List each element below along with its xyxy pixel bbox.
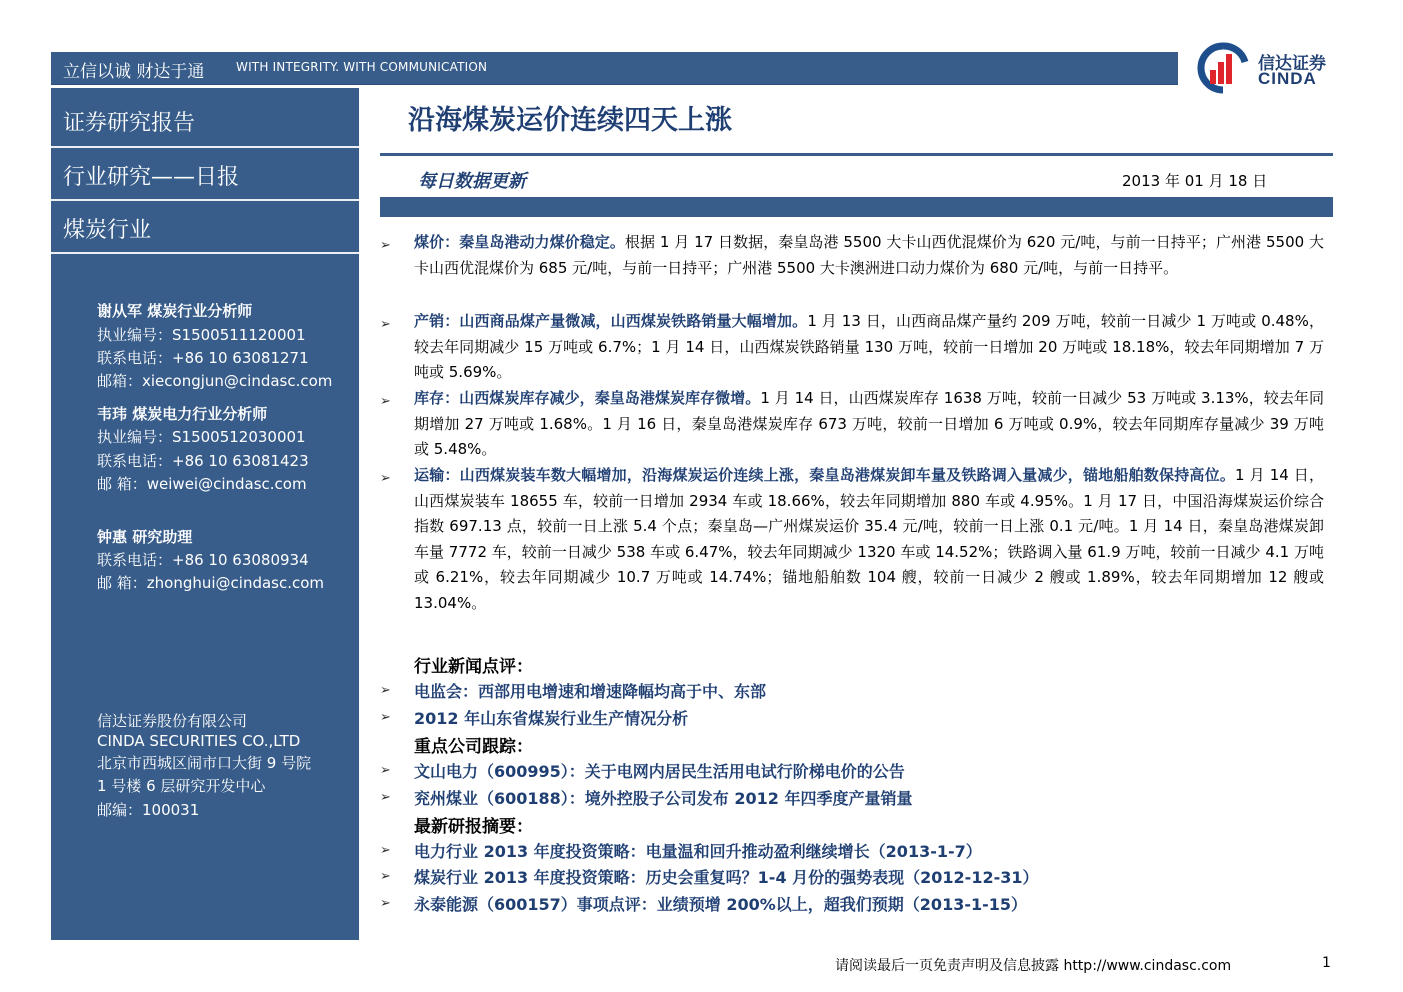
analyst-email: 邮 箱：weiwei@cindasc.com [97, 475, 307, 493]
analyst-email: 邮 箱：zhonghui@cindasc.com [97, 574, 325, 592]
research-section-heading: 最新研报摘要： [414, 817, 533, 837]
research-link[interactable]: 电力行业 2013 年度投资策略：电量温和回升推动盈利继续增长（2013-1-7） [414, 842, 982, 861]
report-title: 沿海煤炭运价连续四天上涨 [408, 105, 732, 136]
analyst-phone: 联系电话：+86 10 63081271 [97, 349, 309, 367]
news-link[interactable]: 2012 年山东省煤炭行业生产情况分析 [414, 709, 689, 728]
company-news-link[interactable]: 兖州煤业（600188）：境外控股子公司发布 2012 年四季度产量销量 [414, 789, 913, 808]
summary-production-sales [414, 309, 1324, 386]
sidebar [51, 88, 359, 940]
arrow-bullet-icon: ➢ [380, 843, 391, 858]
summary-lead: 煤价：秦皇岛港动力煤价稳定。 [414, 233, 625, 251]
company-news-link[interactable]: 文山电力（600995）：关于电网内居民生活用电试行阶梯电价的公告 [414, 762, 905, 781]
company-address-line2: 1 号楼 6 层研究开发中心 [97, 777, 266, 795]
company-name-english: CINDA SECURITIES CO.,LTD [97, 732, 301, 750]
subheader-label: 每日数据更新 [418, 171, 526, 192]
company-section-heading: 重点公司跟踪： [414, 737, 533, 757]
footer-disclaimer: 请阅读最后一页免责声明及信息披露 http://www.cindasc.com [835, 958, 1232, 974]
arrow-bullet-icon: ➢ [380, 710, 391, 725]
company-address-line1: 北京市西城区闹市口大街 9 号院 [97, 754, 312, 772]
arrow-bullet-icon: ➢ [380, 238, 391, 253]
analyst-name-title: 韦玮 煤炭电力行业分析师 [97, 405, 268, 423]
summary-lead: 产销：山西商品煤产量微减，山西煤炭铁路销量大幅增加。 [414, 312, 808, 330]
summary-coal-price [414, 230, 1324, 281]
summary-inventory [414, 386, 1324, 463]
analyst-phone: 联系电话：+86 10 63081423 [97, 452, 309, 470]
summary-lead: 库存：山西煤炭库存减少，秦皇岛港煤炭库存微增。 [414, 389, 761, 407]
analyst-license: 执业编号：S1500512030001 [97, 428, 306, 446]
analyst-license: 执业编号：S1500511120001 [97, 326, 306, 344]
summary-text: 根据 1 月 17 日数据，秦皇岛港 5500 大卡山西优混煤价为 620 元/吨，与前一日持平；广州港 5500 大卡山西优混煤价为 685 元/吨，与前一日持平；广州港 5500 大卡澳洲进口动力煤价为 680 元/吨，与前一日持平。 [414, 233, 1324, 277]
arrow-bullet-icon: ➢ [380, 790, 391, 805]
company-name-chinese: 信达证券股份有限公司 [97, 712, 248, 730]
page-number: 1 [1322, 955, 1331, 971]
logo-text-chinese: 信达证券 [1258, 54, 1326, 74]
summary-text: 1 月 14 日，山西煤炭库存 1638 万吨，较前一日减少 53 万吨或 3.13%，较去年同期增加 27 万吨或 1.68%。1 月 16 日，秦皇岛港煤炭库存 673 万吨，较前一日增加 6 万吨或 0.9%，较去年同期库存量减少 39 万吨或 5.48%。 [414, 389, 1324, 459]
cinda-logo [1192, 40, 1342, 96]
arrow-bullet-icon: ➢ [380, 869, 391, 884]
analyst-name-title: 钟惠 研究助理 [97, 528, 193, 546]
company-postcode: 邮编：100031 [97, 801, 200, 819]
title-divider [380, 153, 1333, 156]
logo-text-english: CINDA [1258, 69, 1317, 88]
top-banner [51, 52, 1178, 85]
arrow-bullet-icon: ➢ [380, 394, 391, 409]
arrow-bullet-icon: ➢ [380, 317, 391, 332]
sidebar-heading-report-type: 证券研究报告 [63, 111, 196, 136]
cinda-logo-icon [1192, 40, 1254, 96]
report-date: 2013 年 01 月 18 日 [1122, 172, 1268, 190]
motto-chinese: 立信以诚 财达于通 [63, 62, 205, 82]
arrow-bullet-icon: ➢ [380, 896, 391, 911]
research-link[interactable]: 永泰能源（600157）事项点评：业绩预增 200%以上，超我们预期（2013-1-15） [414, 895, 1028, 914]
arrow-bullet-icon: ➢ [380, 471, 391, 486]
sidebar-divider [51, 146, 359, 148]
sidebar-heading-industry: 煤炭行业 [63, 218, 152, 243]
motto-english: WITH INTEGRITY. WITH COMMUNICATION [236, 60, 488, 74]
summary-text: 1 月 13 日，山西商品煤产量约 209 万吨，较前一日减少 1 万吨或 0.48%，较去年同期减少 15 万吨或 6.7%；1 月 14 日，山西煤炭铁路销量 130 万吨，较前一日增加 20 万吨或 18.18%，较去年同期增加 7 万吨或 5.69%。 [414, 312, 1324, 382]
summary-lead: 运输：山西煤炭装车数大幅增加，沿海煤炭运价连续上涨，秦皇岛港煤炭卸车量及铁路调入量减少，锚地船舶数保持高位。 [414, 466, 1236, 484]
research-link[interactable]: 煤炭行业 2013 年度投资策略：历史会重复吗？1-4 月份的强势表现（2012-12-31） [414, 868, 1039, 887]
sidebar-heading-category: 行业研究——日报 [63, 165, 240, 190]
news-section-heading: 行业新闻点评： [414, 657, 533, 677]
summary-transport [414, 463, 1324, 617]
summary-text: 1 月 14 日，山西煤炭装车 18655 车，较前一日增加 2934 车或 18.66%，较去年同期增加 880 车或 4.95%。1 月 17 日，中国沿海煤炭运价综合指数 697.13 点，较前一日上涨 5.4 个点；秦皇岛—广州煤炭运价 35.4 元/吨，较前一日上涨 0.1 元/吨。1 月 14 日，秦皇岛港煤炭卸车量 7772 车，较前一日减少 538 车或 6.47%，较去年同期减少 1320 车或 14.52%；铁路调入量 61.9 万吨，较前一日减少 4.1 万吨或 6.21%，较去年同期减少 10.7 万吨或 14.74%；锚地船舶数 104 艘，较前一日减少 2 艘或 1.89%，较去年同期增加 12 艘或 13.04%。 [414, 466, 1325, 612]
sidebar-divider [51, 252, 359, 254]
sidebar-divider [51, 199, 359, 201]
arrow-bullet-icon: ➢ [380, 763, 391, 778]
subheader-bar [380, 197, 1333, 217]
news-link[interactable]: 电监会：西部用电增速和增速降幅均高于中、东部 [414, 682, 767, 701]
analyst-phone: 联系电话：+86 10 63080934 [97, 551, 309, 569]
analyst-name-title: 谢从军 煤炭行业分析师 [97, 302, 253, 320]
analyst-email: 邮箱：xiecongjun@cindasc.com [97, 372, 333, 390]
arrow-bullet-icon: ➢ [380, 683, 391, 698]
